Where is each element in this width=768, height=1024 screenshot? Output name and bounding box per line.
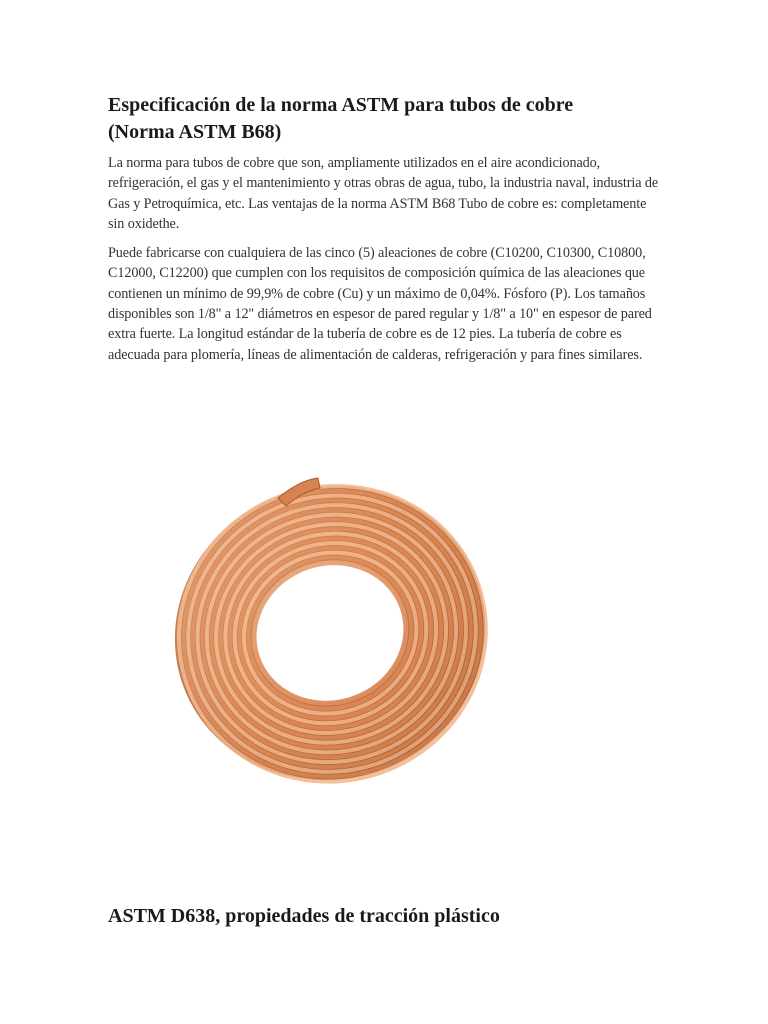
copper-coil-image: [160, 458, 500, 798]
article-title: [108, 92, 664, 146]
document-body: [108, 92, 664, 374]
article-title-line2: (Norma ASTM B68): [108, 121, 282, 143]
article-paragraph-1: La norma para tubos de cobre que son, ampliamente utilizados en el aire acondicionado, refrigeración, el gas y el mantenimiento y otras obras de agua, tubo, la industria naval, industria de Gas y Petroquímica, etc. Las ventajas de la norma ASTM B68 Tubo de cobre es: completamente sin oxidethe.: [108, 155, 659, 232]
next-section-title: ASTM D638, propiedades de tracción plástico: [108, 905, 500, 927]
article-paragraph-2: Puede fabricarse con cualquiera de las cinco (5) aleaciones de cobre (C10200, C10300, C10800, C12000, C12200) que cumplen con los requisitos de composición química de las aleaciones que contienen un mínimo de 99,9% de cobre (Cu) y un máximo de 0,04%. Fósforo (P). Los tamaños disponibles son 1/8" a 12" diámetros en espesor de pared regular y 1/8" a 10" en espesor de pared extra fuerte. La longitud estándar de la tubería de cobre es de 12 pies. La tubería de cobre es adecuada para plomería, líneas de alimentación de calderas, refrigeración y para fines similares.: [108, 245, 652, 363]
coil-rings: [160, 458, 500, 798]
copper-coil-illustration: [160, 458, 500, 798]
article-title-line1: Especificación de la norma ASTM para tubos de cobre: [108, 94, 574, 116]
